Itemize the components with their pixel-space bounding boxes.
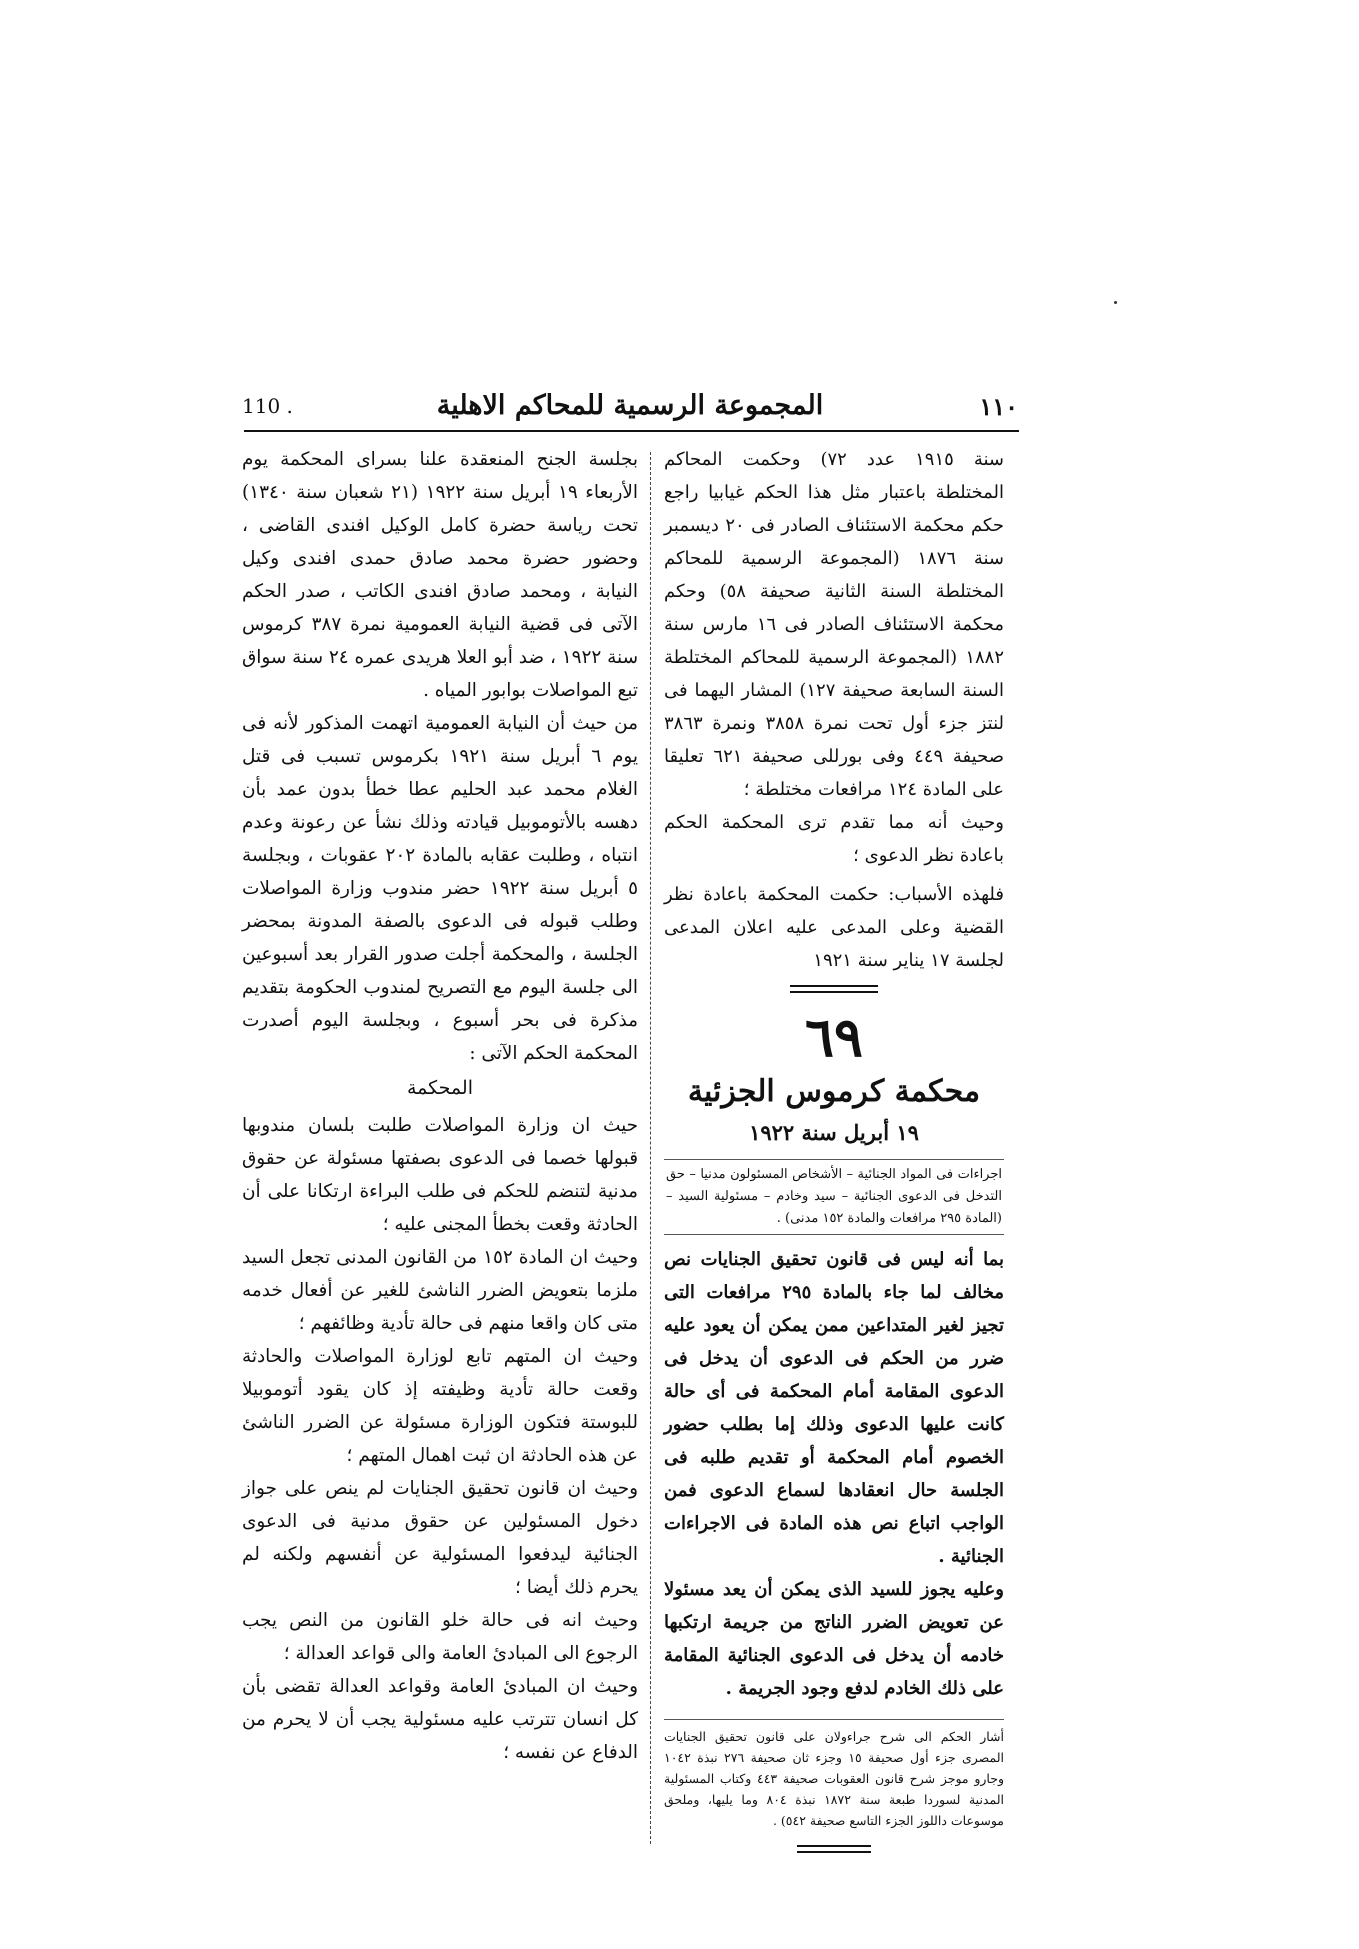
case-summary: اجراءات فى المواد الجنائية – الأشخاص المسئولون مدنيا – حق التدخل فى الدعوى الجنائية – سيد وخادم – مسئولية السيد – (المادة ٢٩٥ مرافعات والمادة ١٥٢ مدنى) . <box>664 1159 1004 1235</box>
right-paragraph-2: وحيث أنه مما تقدم ترى المحكمة الحكم باعادة نظر الدعوى ؛ <box>664 812 1004 866</box>
left-paragraph-1: بجلسة الجنح المنعقدة علنا بسراى المحكمة يوم الأربعاء ١٩ أبريل سنة ١٩٢٢ (٢١ شعبان سنة ١٣٤٠) تحت رياسة حضرة كامل الوكيل افندى القاضى ، وحضور حضرة محمد صادق حمدى افندى وكيل النيابة ، ومحمد صادق افندى الكاتب ، صدر الحكم الآتى فى قضية النيابة العمومية نمرة ٣٨٧ كرموس سنة ١٩٢٢ ، ضد أبو العلا هريدى عمره ٢٤ سنة سواق تبع المواصلات بوابور المياه . <box>242 449 638 701</box>
page-number-latin: 110 . <box>242 394 293 418</box>
publication-title: المجموعة الرسمية للمحاكم الاهلية <box>436 390 824 421</box>
right-top-paragraph: سنة ١٩١٥ عدد ٧٢) وحكمت المحاكم المختلطة باعتبار مثل هذا الحكم غيابيا راجع حكم محكمة الاستئناف الصادر فى ٢٠ ديسمبر سنة ١٨٧٦ (المجموعة الرسمية للمحاكم المختلطة السنة الثانية صحيفة ٥٨) وحكم محكمة الاستئناف الصادر فى ١٦ مارس سنة ١٨٨٢ (المجموعة الرسمية للمحاكم المختلطة السنة السابعة صحيفة ١٢٧) المشار اليهما فى لنتز جزء أول تحت نمرة ٣٨٥٨ ونمرة ٣٨٦٣ صحيفة ٤٤٩ وفى بورللى صحيفة ٦٢١ تعليقا على المادة ١٢٤ مرافعات مختلطة ؛ <box>664 449 1005 800</box>
left-paragraph-5: وحيث ان المتهم تابع لوزارة المواصلات والحادثة وقعت حالة تأدية وظيفته إذ كان يقود أتوموبيلا للبوستة فتكون الوزارة مسئولة عن الضرر الناشئ عن هذه الحادثة ان ثبت اهمال المتهم ؛ <box>242 1346 638 1466</box>
left-column <box>242 443 638 1769</box>
right-column <box>664 443 1004 1853</box>
end-separator <box>797 1845 871 1853</box>
section-separator <box>790 985 878 993</box>
right-paragraph-3: فلهذه الأسباب: حكمت المحكمة باعادة نظر القضية وعلى المدعى عليه اعلان المدعى لجلسة ١٧ يناير سنة ١٩٢١ <box>664 884 1004 971</box>
left-paragraph-7: وحيث انه فى حالة خلو القانون من النص يجب الرجوع الى المبادئ العامة والى قواعد العدالة ؛ <box>242 1610 638 1664</box>
left-paragraph-6: وحيث ان قانون تحقيق الجنايات لم ينص على جواز دخول المسئولين عن حقوق مدنية فى الدعوى الجنائية ليدفعوا المسئولية عن أنفسهم ولكنه لم يحرم ذلك أيضا ؛ <box>242 1478 638 1598</box>
page-header <box>242 388 1018 428</box>
section-title: المحكمة <box>407 1077 473 1099</box>
left-paragraph-2: من حيث أن النيابة العمومية اتهمت المذكور لأنه فى يوم ٦ أبريل سنة ١٩٢١ بكرموس تسبب فى قتل الغلام محمد عبد الحليم عطا خطأ بدون عمد بأن دهسه بالأتوموبيل قيادته وذلك نشأ عن رعونة وعدم انتباه ، وطلبت عقابه بالمادة ٢٠٢ عقوبات ، وبجلسة ٥ أبريل سنة ١٩٢٢ حضر مندوب وزارة المواصلات وطلب قبوله فى الدعوى بالصفة المدونة بمحضر الجلسة ، والمحكمة أجلت صدور القرار بعد أسبوعين الى جلسة اليوم مع التصريح لمندوب الحكومة بتقديم مذكرة فى بحر أسبوع ، وبجلسة اليوم أصدرت المحكمة الحكم الآتى : <box>242 713 639 1064</box>
ruling-paragraph-1: بما أنه ليس فى قانون تحقيق الجنايات نص مخالف لما جاء بالمادة ٢٩٥ مرافعات التى تجيز لغير المتداعين ممن يمكن أن يعود عليه ضرر من الحكم فى الدعوى أن يدخل فى الدعوى المقامة أمام المحكمة فى أى حالة كانت عليها الدعوى وذلك إما بطلب حضور الخصوم أمام المحكمة أو تقديم طلبه فى الجلسة حال انعقادها لسماع الدعوى فمن الواجب اتباع نص هذه المادة فى الاجراءات الجنائية . <box>664 1249 1004 1567</box>
left-paragraph-3: حيث ان وزارة المواصلات طلبت بلسان مندوبها قبولها خصما فى الدعوى بصفتها مسئولة عن حقوق مدنية لتنضم للحكم فى طلب البراءة ارتكانا على أن الحادثة وقعت بخطأ المجنى عليه ؛ <box>242 1115 638 1235</box>
case-number: ٦٩ <box>804 1005 863 1069</box>
page-number-arabic: ١١٠ <box>979 392 1018 421</box>
scan-speck <box>1114 301 1117 304</box>
ruling-paragraph-2: وعليه يجوز للسيد الذى يمكن أن يعد مسئولا عن تعويض الضرر الناتج من جريمة ارتكبها خادمه أن يدخل فى الدعوى الجنائية المقامة على ذلك الخادم لدفع وجود الجريمة . <box>664 1579 1004 1699</box>
column-divider <box>650 452 651 1844</box>
court-name: محكمة كرموس الجزئية <box>687 1074 981 1109</box>
case-date: ١٩ أبريل سنة ١٩٢٢ <box>749 1120 919 1145</box>
footnote: أشار الحكم الى شرح جراءولان على قانون تحقيق الجنايات المصرى جزء أول صحيفة ١٥ وجزء ثان صحيفة ٢٧٦ نبذة ١٠٤٢ وجارو موجز شرح قانون العقوبات صحيفة ٤٤٣ وكتاب المسئولية المدنية لسوردا طبعة سنة ١٨٧٢ نبذة ٨٠٤ وما يليها، وملحق موسوعات داللوز الجزء التاسع صحيفة ٥٤٢) . <box>664 1719 1004 1831</box>
header-rule <box>244 430 1019 432</box>
left-paragraph-4: وحيث ان المادة ١٥٢ من القانون المدنى تجعل السيد ملزما بتعويض الضرر الناشئ للغير عن أفعال خدمه متى كان واقعا منهم فى حالة تأدية وظائفهم ؛ <box>242 1247 638 1334</box>
left-paragraph-8: وحيث ان المبادئ العامة وقواعد العدالة تقضى بأن كل انسان تترتب عليه مسئولية يجب أن لا يحرم من الدفاع عن نفسه ؛ <box>242 1676 638 1763</box>
